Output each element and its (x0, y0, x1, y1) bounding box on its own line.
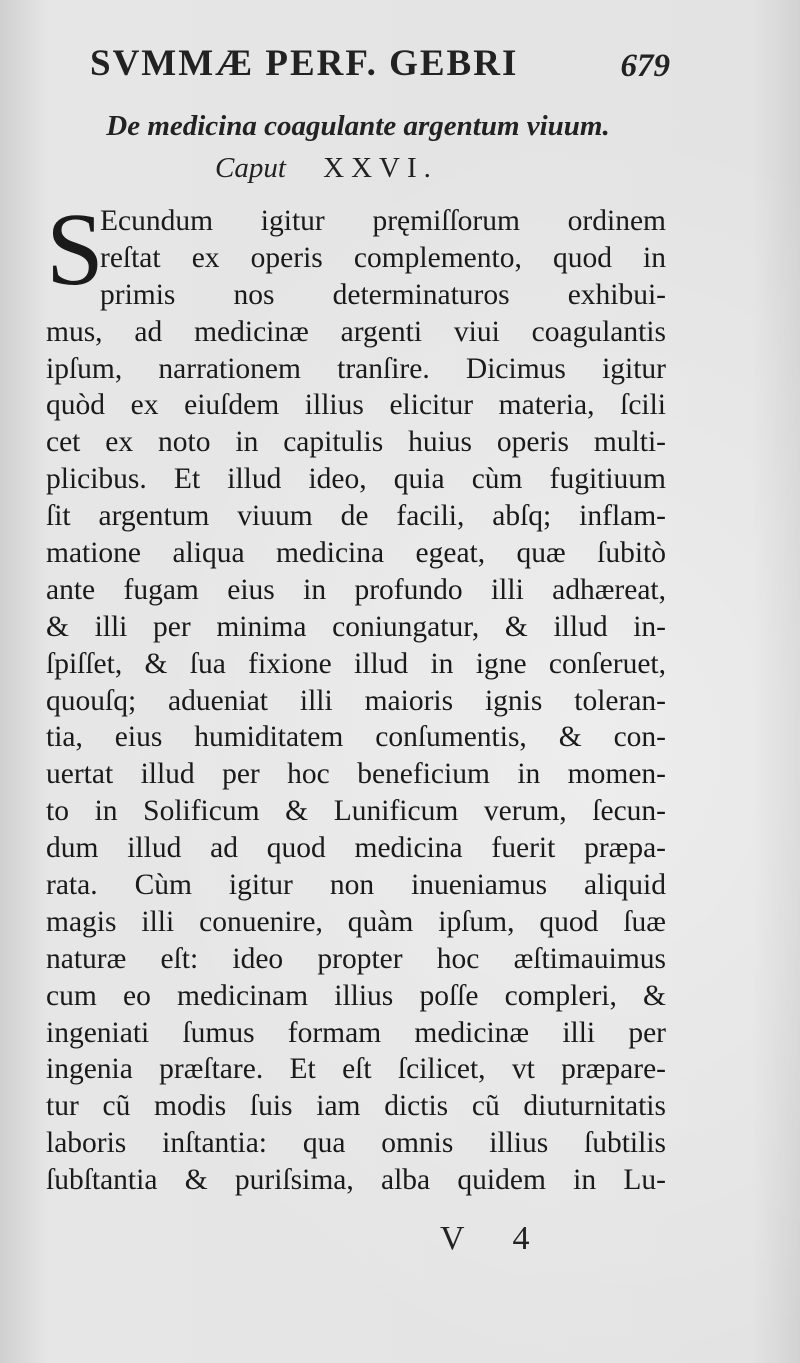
text-line: matione aliqua medicina egeat, quæ ſubitò (46, 537, 666, 570)
text-line: cet ex noto in capitulis huius operis multi- (46, 426, 666, 459)
running-title: SVMMÆ PERF. GEBRI (90, 43, 519, 84)
text-line: ſubſtantia & puriſsima, alba quidem in Lu- (46, 1164, 666, 1197)
chapter-number: XXVI. (323, 152, 438, 184)
text-line: ſit argentum viuum de facili, abſq; inflam- (46, 500, 666, 533)
text-line: ſpiſſet, & ſua fixione illud in igne conſeruet, (46, 647, 666, 680)
body-text (46, 192, 666, 1199)
text-line: reſtat ex operis complemento, quod in (100, 241, 666, 274)
text-line: mus, ad medicinæ argenti viui coagulantis (46, 315, 666, 348)
text-line: tia, eius humiditatem conſumentis, & con- (46, 721, 666, 754)
drop-cap: S (46, 192, 104, 307)
text-line: quòd ex eiuſdem illius elicitur materia, ſcili (46, 389, 666, 422)
text-line: Ecundum igitur pręmiſſorum ordinem (100, 205, 666, 237)
text-line: primis nos determinaturos exhibui- (100, 278, 666, 311)
text-line: rata. Cùm igitur non inueniamus aliquid (46, 869, 666, 902)
chapter-label (215, 152, 475, 185)
text-line: ingeniati ſumus formam medicinæ illi per (46, 1016, 666, 1049)
text-line: dum illud ad quod medicina fuerit præpa- (46, 832, 666, 865)
text-line: plicibus. Et illud ideo, quia cùm fugitiuum (46, 463, 666, 496)
text-line: ante fugam eius in profundo illi adhæreat, (46, 573, 666, 606)
text-line: & illi per minima coniungatur, & illud in- (46, 610, 666, 643)
text-line: ingenia præſtare. Et eſt ſcilicet, vt præpare- (46, 1053, 666, 1086)
text-line: magis illi conuenire, quàm ipſum, quod ſuæ (46, 905, 666, 938)
text-line: cum eo medicinam illius poſſe compleri, & (46, 979, 666, 1012)
caput-label: Caput (215, 152, 286, 184)
text-line: ipſum, narrationem tranſire. Dicimus igitur (46, 352, 666, 385)
chapter-title: De medicina coagulante argentum viuum. (106, 110, 610, 142)
signature-mark: V 4 (440, 1220, 550, 1257)
running-head (90, 42, 670, 85)
text-line: laboris inſtantia: qua omnis illius ſubtilis (46, 1127, 666, 1160)
text-line: tur cũ modis ſuis iam dictis cũ diuturnitatis (46, 1090, 666, 1123)
text-line: naturæ eſt: ideo propter hoc æſtimauimus (46, 942, 666, 975)
page-number: 679 (620, 48, 670, 84)
text-line: quouſq; adueniat illi maioris ignis toleran- (46, 684, 666, 717)
text-line: to in Solificum & Lunificum verum, ſecun- (46, 795, 666, 828)
text-line: uertat illud per hoc beneficium in momen- (46, 758, 666, 791)
